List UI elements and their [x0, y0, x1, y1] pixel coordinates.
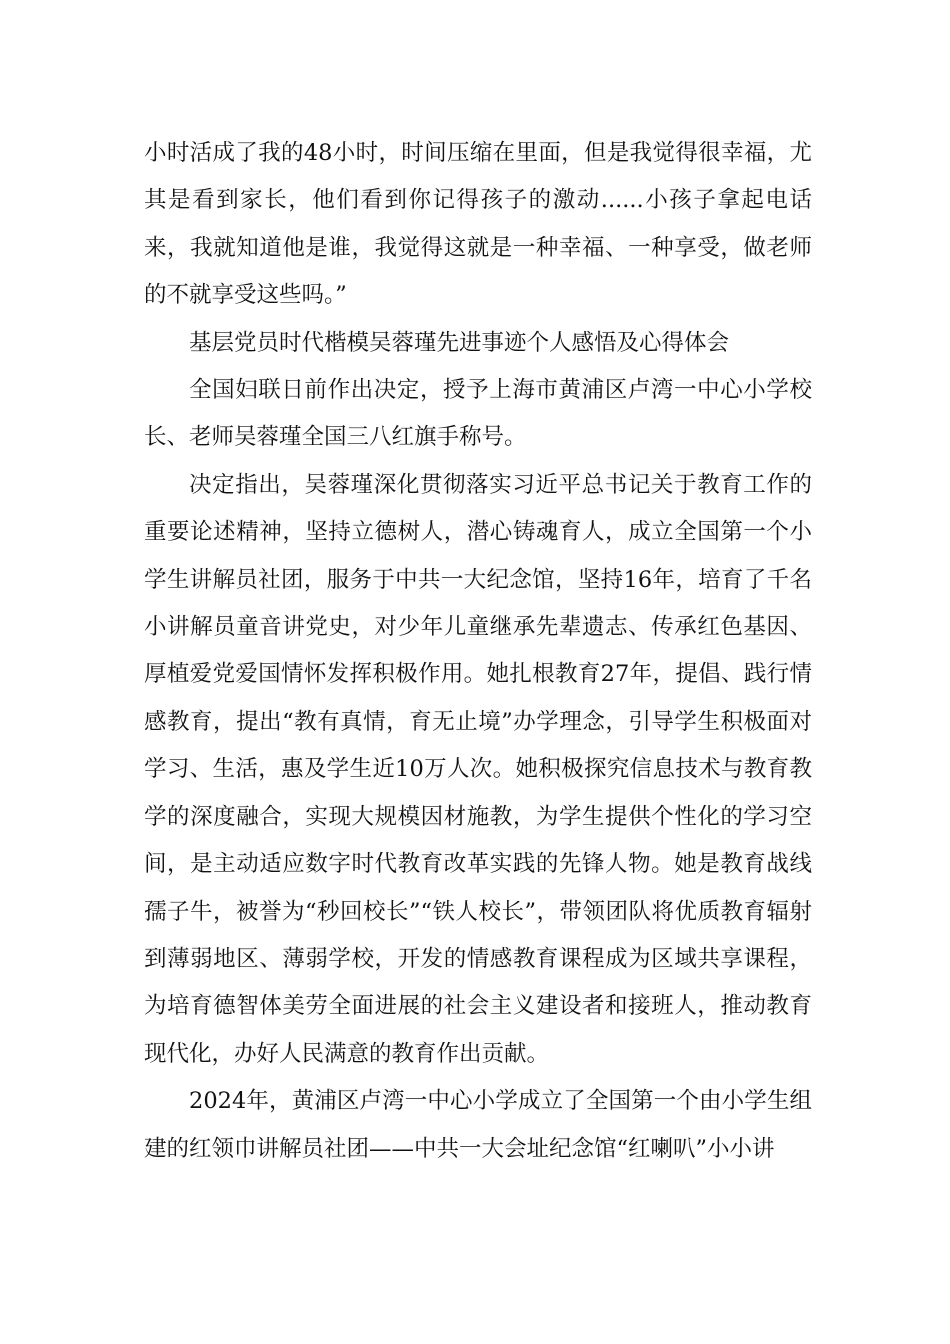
document-body	[144, 130, 812, 1173]
paragraph-club-founding: 2024年，黄浦区卢湾一中心小学成立了全国第一个由小学生组建的红领巾讲解员社团——中共一大会址纪念馆“红喇叭”小小讲	[144, 1088, 812, 1162]
section-heading: 基层党员时代楷模吴蓉瑾先进事迹个人感悟及心得体会	[189, 329, 730, 356]
paragraph-award-decision: 全国妇联日前作出决定，授予上海市黄浦区卢湾一中心小学校长、老师吴蓉瑾全国三八红旗手称号。	[144, 377, 812, 451]
paragraph-continuation: 小时活成了我的48小时，时间压缩在里面，但是我觉得很幸福，尤其是看到家长，他们看到你记得孩子的激动......小孩子拿起电话来，我就知道他是谁，我觉得这就是一种幸福、一种享受，做老师的不就享受这些吗。”	[144, 140, 812, 309]
paragraph-decision-details: 决定指出，吴蓉瑾深化贯彻落实习近平总书记关于教育工作的重要论述精神，坚持立德树人，潜心铸魂育人，成立全国第一个小学生讲解员社团，服务于中共一大纪念馆，坚持16年，培育了千名小讲解员童音讲党史，对少年儿童继承先辈遗志、传承红色基因、厚植爱党爱国情怀发挥积极作用。她扎根教育27年，提倡、践行情感教育，提出“教有真情，育无止境”办学理念，引导学生积极面对学习、生活，惠及学生近10万人次。她积极探究信息技术与教育教学的深度融合，实现大规模因材施教，为学生提供个性化的学习空间，是主动适应数字时代教育改革实践的先锋人物。她是教育战线孺子牛，被誉为“秒回校长”“铁人校长”，带领团队将优质教育辐射到薄弱地区、薄弱学校，开发的情感教育课程成为区域共享课程，为培育德智体美劳全面进展的社会主义建设者和接班人，推动教育现代化，办好人民满意的教育作出贡献。	[144, 471, 812, 1067]
